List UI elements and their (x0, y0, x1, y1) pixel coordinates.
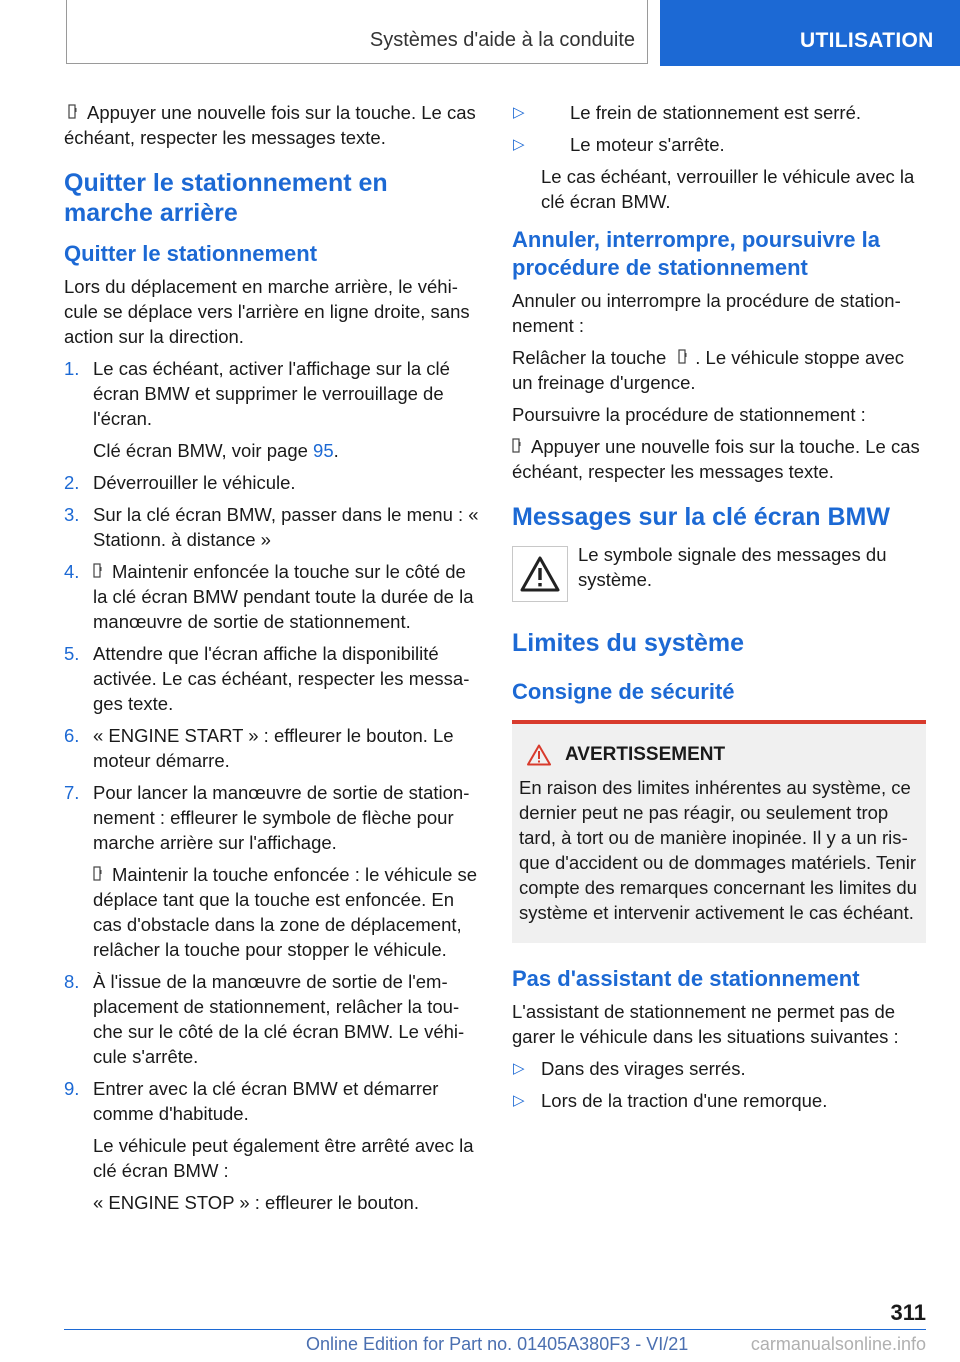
step-item (64, 723, 480, 773)
cancel-paragraph-2: Relâcher la touche . Le véhicule stoppe avec un freinage d'urgence. (512, 347, 905, 393)
heading-pas-assistant: Pas d'assistant de stationnement (512, 966, 860, 991)
page-header (0, 0, 960, 66)
warning-icon (527, 744, 551, 766)
step-item (64, 559, 480, 634)
chapter-title: UTILISATION (800, 29, 934, 52)
step-text: « ENGINE START » : effleurer le bouton. Le moteur démarre. (93, 725, 454, 771)
key-button-icon (512, 438, 521, 454)
paragraph-lock: Le cas échéant, verrouiller le véhicule avec la clé écran BMW. (541, 166, 915, 212)
step-item (64, 502, 480, 552)
step-number: 4. (64, 561, 80, 582)
heading-consigne: Consigne de sécurité (512, 679, 735, 704)
step-text: Attendre que l'écran affiche la disponibilité activée. Le cas échéant, respecter les messages texte. (93, 643, 470, 714)
step-text: Le cas échéant, activer l'affichage sur la clé écran BMW et supprimer le verrouillage de l'écran. (93, 358, 450, 429)
warning-triangle-icon (512, 546, 568, 602)
heading-messages: Messages sur la clé écran BMW (512, 503, 890, 531)
watermark-text: carmanualsonline.info (750, 1334, 926, 1354)
step-item (64, 641, 480, 716)
heading-quitter-marche-arriere: Quitter le stationnement en marche arrière (64, 169, 388, 227)
warning-title: AVERTISSEMENT (565, 744, 726, 765)
page-footer (64, 1300, 926, 1362)
cancel-paragraph-3: Poursuivre la procédure de stationnement : (512, 404, 866, 425)
no-assist-paragraph: L'assistant de stationnement ne permet pas de garer le véhicule dans les situations suivantes : (512, 1001, 899, 1047)
section-tab (66, 0, 648, 64)
step-subtext: Clé écran BMW, voir page 95. (93, 440, 339, 461)
warning-box (512, 720, 926, 943)
steps-list (64, 356, 480, 1215)
warning-text: En raison des limites inhérentes au système, ce dernier peut ne pas réagir, ou seulement trop tard, à tort ou de manière inopinée. Il y a un risque d'accident ou de dommages matériels. Tenir compte des remarques concernant les limites du système et intervenir activement le cas échéant. (519, 777, 917, 923)
step-text: Pour lancer la manœuvre de sortie de stationnement : effleurer le symbole de flèche pour marche arrière sur l'affichage. (93, 782, 470, 853)
edition-text: Online Edition for Part no. 01405A380F3 - VI/21 (306, 1334, 689, 1354)
key-button-icon (678, 349, 687, 365)
step-number: 6. (64, 725, 80, 746)
left-column (64, 100, 480, 1222)
cancel-paragraph-4: Appuyer une nouvelle fois sur la touche. Le cas échéant, respecter les messages texte. (512, 436, 920, 482)
intro-paragraph: Appuyer une nouvelle fois sur la touche. Le cas échéant, respecter les messages texte. (64, 102, 476, 148)
step-text: À l'issue de la manœuvre de sortie de l'emplacement de stationnement, relâcher la touche sur le côté de la clé écran BMW. Le véhicule s'arrête. (93, 971, 465, 1067)
section-title: Systèmes d'aide à la conduite (369, 29, 635, 51)
step-number: 7. (64, 782, 80, 803)
page-number: 311 (890, 1300, 926, 1325)
step-subtext: Le véhicule peut également être arrêté avec la clé écran BMW : (93, 1135, 474, 1181)
list-item: ▷ Lors de la traction d'une remorque. (513, 1090, 828, 1111)
step-subtext: « ENGINE STOP » : effleurer le bouton. (93, 1192, 419, 1213)
step-number: 8. (64, 971, 80, 992)
right-column (512, 100, 926, 1120)
step-text: Maintenir enfoncée la touche sur le côté de la clé écran BMW pendant toute la durée de la manœuvre de sortie de stationnement. (93, 561, 474, 632)
step-text: Entrer avec la clé écran BMW et démarrer comme d'habitude. (93, 1078, 439, 1124)
triangle-bullet-icon: ▷ (513, 136, 525, 153)
step-item (64, 969, 480, 1069)
key-button-icon (93, 866, 102, 882)
list-item: ▷ Le moteur s'arrête. (513, 134, 725, 155)
paragraph-deplacement: Lors du déplacement en marche arrière, le véhicule se déplace vers l'arrière en ligne droite, sans action sur la direction. (64, 276, 470, 347)
list-item: ▷ Dans des virages serrés. (513, 1058, 746, 1079)
triangle-bullet-icon: ▷ (513, 1060, 525, 1077)
step-subtext: Maintenir la touche enfoncée : le véhicule se déplace tant que la touche est enfoncée. En cas d'obstacle dans la zone de déplacement, relâcher la touche pour stopper le véhicule. (93, 864, 478, 960)
footer-divider (64, 1329, 926, 1330)
step-item (64, 356, 480, 463)
cancel-paragraph-1: Annuler ou interrompre la procédure de stationnement : (512, 290, 901, 336)
step-item (64, 780, 480, 962)
messages-row (512, 542, 926, 602)
triangle-bullet-icon: ▷ (513, 104, 525, 121)
chapter-tab (660, 0, 960, 66)
step-number: 3. (64, 504, 80, 525)
triangle-bullet-icon: ▷ (513, 1092, 525, 1109)
key-button-icon (93, 563, 102, 579)
heading-quitter-stationnement: Quitter le stationnement (64, 241, 318, 266)
page-link[interactable]: 95 (313, 440, 334, 461)
step-number: 1. (64, 358, 80, 379)
step-number: 9. (64, 1078, 80, 1099)
step-number: 2. (64, 472, 80, 493)
heading-annuler: Annuler, interrompre, poursuivre la procédure de stationnement (512, 227, 880, 280)
messages-text: Le symbole signale des messages du système. (578, 544, 887, 590)
list-item: ▷ Le frein de stationnement est serré. (513, 102, 862, 123)
step-text: Déverrouiller le véhicule. (93, 472, 296, 493)
heading-limites: Limites du système (512, 629, 745, 657)
step-text: Sur la clé écran BMW, passer dans le menu : « Stationn. à distance » (93, 504, 479, 550)
warning-header (527, 742, 919, 767)
step-number: 5. (64, 643, 80, 664)
key-button-icon (68, 104, 77, 120)
step-item (64, 470, 480, 495)
step-item (64, 1076, 480, 1215)
